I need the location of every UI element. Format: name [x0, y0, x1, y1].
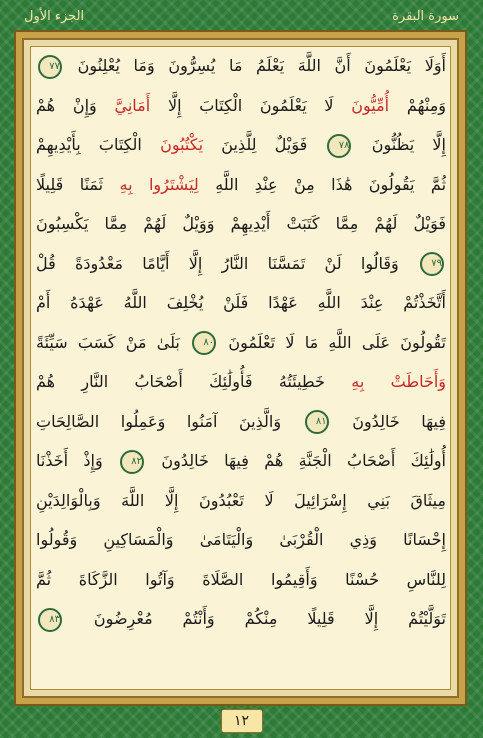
ayah-marker: ٧٩	[420, 252, 444, 276]
text-line	[36, 204, 446, 244]
text-line	[36, 244, 446, 284]
line-text: وَقَالُوا لَنْ تَمَسَّنَا النَّارُ إِلَّا أَيَّامًا مَعْدُودَةً قُلْ	[36, 253, 399, 273]
page-footer	[0, 708, 483, 734]
text-line	[36, 323, 446, 363]
ayah-marker: ٨٢	[120, 450, 144, 474]
ayah-marker: ٨٠	[192, 331, 216, 355]
text-line	[36, 520, 446, 560]
text-line	[36, 402, 446, 442]
line-text: الْكِتَابَ بِأَيْدِيهِمْ	[36, 135, 142, 154]
line-text: أَوَلَا يَعْلَمُونَ أَنَّ اللَّهَ يَعْلَمُ مَا يُسِرُّونَ وَمَا يُعْلِنُونَ	[77, 56, 446, 75]
line-text: فَوَيْلٌ لِلَّذِينَ	[221, 135, 308, 154]
line-text: أَتَّخَذْتُمْ عِنْدَ اللَّهِ عَهْدًا فَلَنْ يُخْلِفَ اللَّهُ عَهْدَهُ أَمْ	[36, 293, 446, 312]
page-header	[18, 4, 465, 28]
line-text: أُولَٰئِكَ أَصْحَابُ الْجَنَّةِ هُمْ فِيهَا خَالِدُونَ	[161, 451, 446, 470]
text-line	[36, 481, 446, 521]
line-text: لِلنَّاسِ حُسْنًا وَأَقِيمُوا الصَّلَاةَ وَآتُوا الزَّكَاةَ ثُمَّ	[36, 569, 446, 589]
text-line	[36, 362, 446, 402]
text-line	[36, 283, 446, 323]
line-text: وَإِذْ أَخَذْنَا	[36, 451, 103, 470]
line-text: ثُمَّ يَقُولُونَ هَٰذَا مِنْ عِنْدِ اللَّهِ	[215, 174, 446, 194]
highlighted-word: أُمِّيُّونَ	[351, 95, 390, 115]
surah-label: سورة البقرة	[392, 8, 459, 24]
line-text: فِيهَا خَالِدُونَ	[352, 411, 446, 431]
ayah-marker: ٧٨	[327, 134, 351, 158]
highlighted-word: أَمَانِيَّ	[114, 95, 151, 115]
line-text: تَقُولُونَ عَلَى اللَّهِ مَا لَا تَعْلَمُونَ	[228, 332, 446, 352]
text-line	[36, 125, 446, 165]
text-line	[36, 165, 446, 205]
ayah-marker: ٧٧	[38, 55, 62, 79]
highlighted-word: يَكْتُبُونَ	[160, 135, 204, 154]
line-text: خَطِيئَتُهُ فَأُولَٰئِكَ أَصْحَابُ النَّارِ هُمْ	[36, 372, 325, 391]
line-text: إِلَّا يَظُنُّونَ	[371, 135, 446, 154]
line-text: مِيثَاقَ بَنِي إِسْرَائِيلَ لَا تَعْبُدُونَ إِلَّا اللَّهَ وَبِالْوَالِدَيْنِ	[36, 490, 446, 510]
line-text: تَوَلَّيْتُمْ إِلَّا قَلِيلًا مِنْكُمْ وَأَنْتُمْ مُعْرِضُونَ	[93, 609, 446, 628]
ayah-marker: ٨١	[305, 410, 329, 434]
highlighted-word: لِيَشْتَرُوا بِهِ	[119, 174, 199, 194]
line-text: بَلَىٰ مَنْ كَسَبَ سَيِّئَةً	[36, 332, 180, 352]
line-text: لَا يَعْلَمُونَ الْكِتَابَ إِلَّا	[167, 95, 334, 115]
line-text: فَوَيْلٌ لَهُمْ مِمَّا كَتَبَتْ أَيْدِيهِمْ وَوَيْلٌ لَهُمْ مِمَّا يَكْسِبُونَ	[36, 214, 446, 233]
text-line	[36, 560, 446, 600]
juz-label: الجزء الأول	[24, 8, 85, 24]
text-line	[36, 46, 446, 86]
ayah-marker: ٨٣	[38, 608, 62, 632]
text-line	[36, 599, 446, 639]
highlighted-word: وَأَحَاطَتْ بِهِ	[351, 372, 446, 391]
line-text: وَمِنْهُمْ	[406, 95, 446, 115]
line-text: ثَمَنًا قَلِيلًا	[36, 174, 104, 194]
text-line	[36, 86, 446, 126]
text-line	[36, 441, 446, 481]
page-number: ١٢	[221, 709, 263, 733]
line-text: وَإِنْ هُمْ	[36, 95, 97, 115]
line-text: إِحْسَانًا وَذِي الْقُرْبَىٰ وَالْيَتَامَىٰ وَالْمَسَاكِينِ وَقُولُوا	[36, 530, 446, 549]
quran-text	[36, 46, 446, 690]
line-text: وَالَّذِينَ آمَنُوا وَعَمِلُوا الصَّالِحَاتِ	[36, 411, 282, 431]
